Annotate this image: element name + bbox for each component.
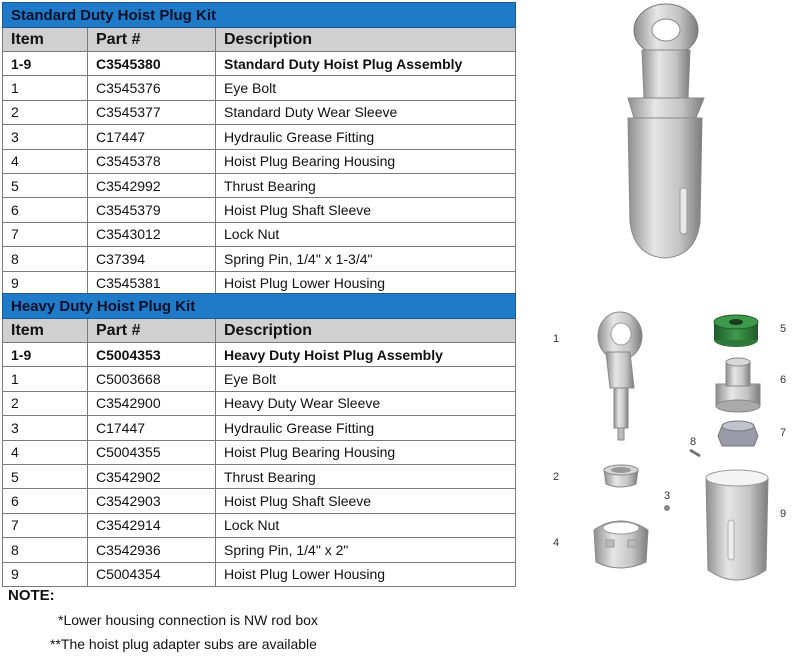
kit-title: Heavy Duty Hoist Plug Kit (3, 294, 516, 319)
cell-description: Hoist Plug Lower Housing (216, 562, 516, 586)
cell-description: Hoist Plug Shaft Sleeve (216, 198, 516, 222)
cell-part-number: C3545381 (88, 271, 216, 295)
cell-part-number: C17447 (88, 125, 216, 149)
table-row (3, 52, 516, 76)
callout-7: 7 (780, 427, 787, 439)
table-row (3, 125, 516, 149)
table-row (3, 489, 516, 513)
cell-item: 5 (3, 464, 88, 488)
cell-part-number: C5003668 (88, 367, 216, 391)
cell-part-number: C3543012 (88, 222, 216, 246)
cell-item: 7 (3, 513, 88, 537)
kit-title-row (3, 294, 516, 319)
table-row (3, 76, 516, 100)
cell-part-number: C3545379 (88, 198, 216, 222)
cell-item: 4 (3, 149, 88, 173)
cell-item: 6 (3, 198, 88, 222)
cell-description: Spring Pin, 1/4" x 2" (216, 538, 516, 562)
callout-5: 5 (780, 323, 787, 335)
cell-item: 2 (3, 391, 88, 415)
cell-description: Hoist Plug Lower Housing (216, 271, 516, 295)
column-header-description: Description (216, 28, 516, 52)
table-row (3, 440, 516, 464)
table-row (3, 391, 516, 415)
cell-item: 9 (3, 271, 88, 295)
callout-1: 1 (553, 333, 560, 345)
cell-description: Heavy Duty Wear Sleeve (216, 391, 516, 415)
cell-part-number: C3542936 (88, 538, 216, 562)
exploded-lower-housing (706, 470, 768, 580)
cell-part-number: C5004353 (88, 343, 216, 367)
cell-description: Hoist Plug Shaft Sleeve (216, 489, 516, 513)
cell-item: 5 (3, 173, 88, 197)
table-row (3, 513, 516, 537)
cell-item: 3 (3, 125, 88, 149)
table-row (3, 464, 516, 488)
cell-part-number: C3542992 (88, 173, 216, 197)
exploded-spring-pin (690, 450, 700, 456)
cell-part-number: C5004354 (88, 562, 216, 586)
note-title: NOTE: (8, 587, 55, 604)
cell-part-number: C3542902 (88, 464, 216, 488)
callout-4: 4 (553, 537, 560, 549)
parts-illustration (520, 0, 800, 664)
cell-part-number: C37394 (88, 247, 216, 271)
cell-part-number: C3545376 (88, 76, 216, 100)
table-row (3, 247, 516, 271)
cell-item: 6 (3, 489, 88, 513)
table-row (3, 100, 516, 124)
cell-item: 9 (3, 562, 88, 586)
cell-item: 4 (3, 440, 88, 464)
callout-8: 8 (690, 436, 697, 448)
cell-description: Hydraulic Grease Fitting (216, 125, 516, 149)
table-row (3, 173, 516, 197)
standard-duty-kit-table (2, 2, 516, 296)
callout-9: 9 (780, 508, 787, 520)
cell-description: Heavy Duty Hoist Plug Assembly (216, 343, 516, 367)
cell-item: 2 (3, 100, 88, 124)
column-header-part-number: Part # (88, 28, 216, 52)
callout-2: 2 (553, 471, 560, 483)
callout-6: 6 (780, 374, 787, 386)
exploded-bearing-housing (594, 521, 648, 568)
cell-description: Eye Bolt (216, 76, 516, 100)
cell-item: 8 (3, 538, 88, 562)
cell-part-number: C3542903 (88, 489, 216, 513)
kit-title-row (3, 3, 516, 28)
table-row (3, 538, 516, 562)
cell-part-number: C3542914 (88, 513, 216, 537)
cell-part-number: C3545380 (88, 52, 216, 76)
cell-part-number: C3545378 (88, 149, 216, 173)
cell-description: Standard Duty Hoist Plug Assembly (216, 52, 516, 76)
cell-part-number: C3542900 (88, 391, 216, 415)
note-line-2: **The hoist plug adapter subs are available (50, 636, 317, 652)
table-row (3, 367, 516, 391)
cell-item: 1 (3, 76, 88, 100)
table-row (3, 198, 516, 222)
cell-description: Hydraulic Grease Fitting (216, 416, 516, 440)
table-row (3, 343, 516, 367)
exploded-shaft-sleeve (716, 358, 760, 412)
exploded-grease-fitting (664, 505, 670, 511)
column-header-part-number: Part # (88, 319, 216, 343)
cell-item: 1-9 (3, 343, 88, 367)
column-header-item: Item (3, 319, 88, 343)
cell-description: Lock Nut (216, 513, 516, 537)
cell-description: Standard Duty Wear Sleeve (216, 100, 516, 124)
heavy-duty-kit-table (2, 293, 516, 587)
cell-item: 7 (3, 222, 88, 246)
table-row (3, 562, 516, 586)
cell-part-number: C3545377 (88, 100, 216, 124)
assembled-hoist-plug (628, 4, 704, 258)
cell-item: 8 (3, 247, 88, 271)
cell-description: Hoist Plug Bearing Housing (216, 149, 516, 173)
exploded-eye-bolt (598, 312, 642, 440)
cell-description: Lock Nut (216, 222, 516, 246)
cell-item: 1 (3, 367, 88, 391)
exploded-thrust-bearing (714, 315, 758, 347)
exploded-wear-sleeve (604, 465, 638, 487)
cell-item: 1-9 (3, 52, 88, 76)
note-line-1: *Lower housing connection is NW rod box (58, 612, 318, 628)
table-row (3, 271, 516, 295)
cell-description: Hoist Plug Bearing Housing (216, 440, 516, 464)
column-header-item: Item (3, 28, 88, 52)
callout-3: 3 (664, 490, 671, 502)
table-header-row (3, 28, 516, 52)
cell-part-number: C17447 (88, 416, 216, 440)
table-row (3, 149, 516, 173)
cell-item: 3 (3, 416, 88, 440)
table-row (3, 416, 516, 440)
cell-description: Thrust Bearing (216, 464, 516, 488)
cell-description: Thrust Bearing (216, 173, 516, 197)
column-header-description: Description (216, 319, 516, 343)
cell-description: Eye Bolt (216, 367, 516, 391)
table-header-row (3, 319, 516, 343)
cell-part-number: C5004355 (88, 440, 216, 464)
table-row (3, 222, 516, 246)
kit-title: Standard Duty Hoist Plug Kit (3, 3, 516, 28)
cell-description: Spring Pin, 1/4" x 1-3/4" (216, 247, 516, 271)
exploded-lock-nut (718, 421, 758, 446)
